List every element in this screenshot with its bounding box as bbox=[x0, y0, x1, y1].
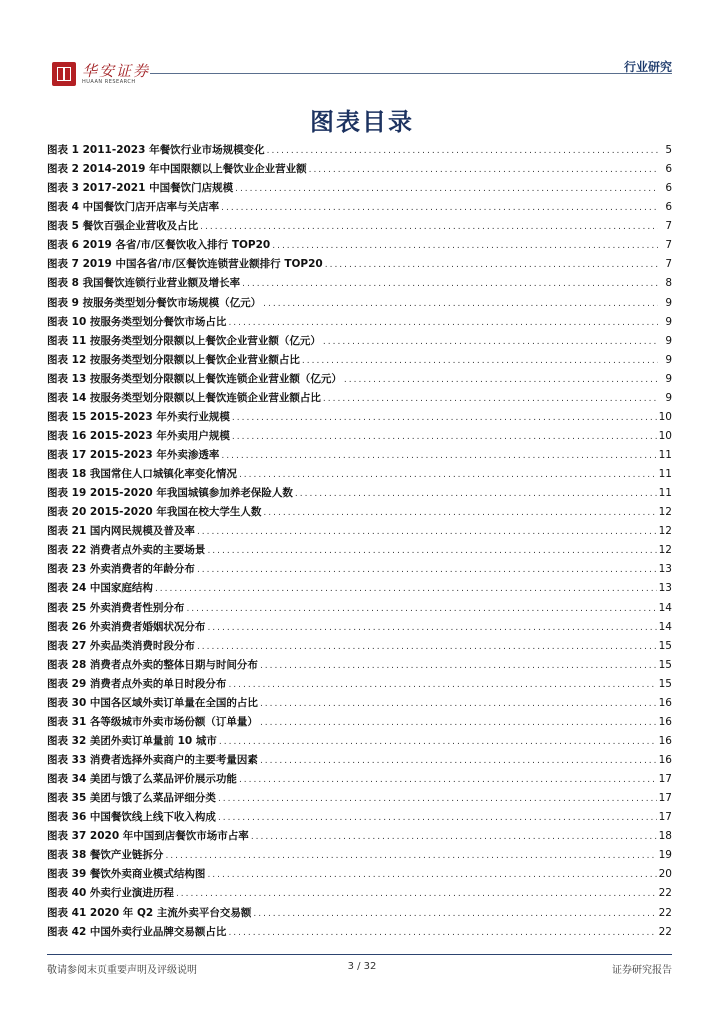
toc-entry-page: 14 bbox=[658, 620, 672, 633]
toc-entry-page: 16 bbox=[658, 754, 672, 766]
footer-divider bbox=[47, 954, 672, 955]
toc-leader-dots bbox=[221, 199, 658, 218]
toc-entry-label: 图表 15 2015-2023 年外卖行业规模 bbox=[47, 410, 230, 423]
toc-leader-dots bbox=[242, 275, 658, 294]
toc-entry-page: 13 bbox=[658, 582, 672, 595]
toc-entry-page: 16 bbox=[658, 715, 672, 728]
toc-leader-dots bbox=[235, 180, 658, 199]
toc-entry[interactable] bbox=[47, 751, 672, 770]
toc-entry-page: 13 bbox=[658, 563, 672, 576]
toc-entry-label: 图表 39 餐饮外卖商业模式结构图 bbox=[47, 868, 206, 881]
toc-leader-dots bbox=[219, 733, 657, 752]
toc-entry[interactable] bbox=[47, 313, 672, 332]
toc-entry-label: 图表 23 外卖消费者的年龄分布 bbox=[47, 563, 195, 576]
toc-entry[interactable] bbox=[47, 179, 672, 198]
toc-leader-dots bbox=[253, 905, 656, 924]
toc-entry-page: 9 bbox=[665, 353, 672, 366]
toc-entry-label: 图表 12 按服务类型划分限额以上餐饮企业营业额占比 bbox=[47, 353, 300, 366]
toc-entry-page: 7 bbox=[665, 239, 672, 252]
toc-entry[interactable] bbox=[47, 408, 672, 427]
toc-leader-dots bbox=[218, 809, 657, 828]
toc-entry-page: 9 bbox=[665, 391, 672, 404]
toc-entry[interactable] bbox=[47, 846, 672, 865]
toc-entry-label: 图表 8 我国餐饮连锁行业营业额及增长率 bbox=[47, 277, 241, 290]
toc-entry-label: 图表 20 2015-2020 年我国在校大学生人数 bbox=[47, 506, 262, 519]
toc-entry-page: 7 bbox=[665, 258, 672, 271]
toc-entry-page: 22 bbox=[658, 887, 672, 900]
toc-entry[interactable] bbox=[47, 865, 672, 884]
toc-leader-dots bbox=[207, 619, 656, 638]
toc-entry[interactable] bbox=[47, 637, 672, 656]
toc-entry-page: 17 bbox=[658, 792, 672, 805]
toc-entry[interactable] bbox=[47, 255, 672, 274]
toc-entry-page: 18 bbox=[658, 830, 672, 843]
toc-leader-dots bbox=[260, 657, 657, 676]
toc-entry-page: 19 bbox=[658, 849, 672, 862]
toc-entry[interactable] bbox=[47, 808, 672, 827]
toc-entry-page: 15 bbox=[658, 677, 672, 690]
toc-entry-page: 6 bbox=[665, 163, 672, 176]
toc-entry-label: 图表 30 中国各区域外卖订单量在全国的占比 bbox=[47, 696, 258, 709]
toc-entry-page: 17 bbox=[658, 773, 672, 786]
toc-entry[interactable] bbox=[47, 160, 672, 179]
toc-leader-dots bbox=[200, 218, 658, 237]
toc-entry-label: 图表 14 按服务类型划分限额以上餐饮连锁企业营业额占比 bbox=[47, 391, 321, 404]
toc-entry-page: 22 bbox=[658, 925, 672, 938]
toc-leader-dots bbox=[221, 447, 656, 466]
toc-entry-page: 9 bbox=[665, 334, 672, 347]
toc-entry-label: 图表 36 中国餐饮线上线下收入构成 bbox=[47, 811, 216, 824]
toc-entry[interactable] bbox=[47, 884, 672, 903]
toc-entry-page: 15 bbox=[658, 639, 672, 652]
toc-entry-page: 22 bbox=[658, 906, 672, 919]
toc-entry-page: 12 bbox=[658, 544, 672, 557]
toc-entry-label: 图表 42 中国外卖行业品牌交易额占比 bbox=[47, 925, 227, 938]
toc-entry[interactable] bbox=[47, 351, 672, 370]
toc-entry[interactable] bbox=[47, 656, 672, 675]
brand-subtitle: HUAAN RESEARCH bbox=[82, 79, 136, 85]
toc-entry-page: 12 bbox=[658, 525, 672, 538]
toc-entry[interactable] bbox=[47, 827, 672, 846]
toc-leader-dots bbox=[302, 352, 658, 371]
huaan-logo-icon bbox=[52, 62, 76, 86]
toc-entry-label: 图表 33 消费者选择外卖商户的主要考量因素 bbox=[47, 754, 258, 766]
toc-entry-label: 图表 5 餐饮百强企业营收及占比 bbox=[47, 220, 199, 233]
toc-entry[interactable] bbox=[47, 141, 672, 160]
toc-entry-label: 图表 22 消费者点外卖的主要场景 bbox=[47, 544, 206, 557]
toc-entry[interactable] bbox=[47, 789, 672, 808]
toc-entry[interactable] bbox=[47, 541, 672, 560]
toc-entry-label: 图表 19 2015-2020 年我国城镇参加养老保险人数 bbox=[47, 487, 293, 500]
toc-entry-page: 7 bbox=[665, 220, 672, 233]
toc-entry-label: 图表 28 消费者点外卖的整体日期与时间分布 bbox=[47, 658, 258, 671]
toc-entry-page: 9 bbox=[665, 372, 672, 385]
toc-leader-dots bbox=[232, 428, 657, 447]
page-number: 3 / 32 bbox=[347, 961, 377, 972]
toc-leader-dots bbox=[155, 580, 657, 599]
toc-entry-label: 图表 24 中国家庭结构 bbox=[47, 582, 153, 595]
toc-entry[interactable] bbox=[47, 370, 672, 389]
page-header bbox=[0, 0, 724, 90]
toc-leader-dots bbox=[239, 466, 657, 485]
toc-entry[interactable] bbox=[47, 923, 672, 942]
toc-leader-dots bbox=[232, 409, 657, 428]
toc-leader-dots bbox=[207, 542, 656, 561]
page-title: 图表目录 bbox=[310, 108, 414, 136]
report-type: 证券研究报告 bbox=[612, 965, 672, 976]
toc-entry-page: 9 bbox=[665, 315, 672, 328]
toc-leader-dots bbox=[267, 142, 658, 161]
toc-leader-dots bbox=[325, 256, 658, 275]
toc-entry-label: 图表 21 国内网民规模及普及率 bbox=[47, 525, 195, 538]
toc-entry-page: 5 bbox=[665, 144, 672, 156]
toc-entry[interactable] bbox=[47, 599, 672, 618]
toc-leader-dots bbox=[165, 847, 656, 866]
toc-entry-page: 12 bbox=[658, 506, 672, 519]
toc-entry-label: 图表 11 按服务类型划分限额以上餐饮企业营业额（亿元） bbox=[47, 334, 321, 347]
toc-entry-label: 图表 18 我国常住人口城镇化率变化情况 bbox=[47, 468, 237, 481]
toc-entry-label: 图表 29 消费者点外卖的单日时段分布 bbox=[47, 677, 227, 690]
toc-entry-page: 14 bbox=[658, 601, 672, 614]
toc-entry-page: 15 bbox=[658, 658, 672, 671]
toc-leader-dots bbox=[251, 828, 657, 847]
toc-entry[interactable] bbox=[47, 694, 672, 713]
toc-entry[interactable] bbox=[47, 579, 672, 598]
toc-entry-page: 10 bbox=[658, 429, 672, 442]
toc-entry[interactable] bbox=[47, 332, 672, 351]
toc-entry-label: 图表 7 2019 中国各省/市/区餐饮连锁营业额排行 TOP20 bbox=[47, 258, 323, 271]
toc-entry[interactable] bbox=[47, 465, 672, 484]
toc-leader-dots bbox=[263, 295, 658, 314]
toc-leader-dots bbox=[176, 885, 657, 904]
toc-leader-dots bbox=[207, 866, 656, 885]
toc-entry-page: 11 bbox=[658, 468, 672, 481]
toc-entry-label: 图表 32 美团外卖订单量前 10 城市 bbox=[47, 734, 217, 747]
toc-entry-label: 图表 25 外卖消费者性别分布 bbox=[47, 601, 185, 614]
toc-leader-dots bbox=[260, 695, 657, 714]
toc-leader-dots bbox=[197, 638, 657, 657]
toc-entry-label: 图表 17 2015-2023 年外卖渗透率 bbox=[47, 449, 220, 461]
toc-entry-label: 图表 1 2011-2023 年餐饮行业市场规模变化 bbox=[47, 144, 265, 156]
toc-entry[interactable] bbox=[47, 484, 672, 503]
toc-entry-label: 图表 13 按服务类型划分限额以上餐饮连锁企业营业额（亿元） bbox=[47, 372, 342, 385]
table-of-figures bbox=[47, 141, 672, 942]
toc-entry[interactable] bbox=[47, 618, 672, 637]
toc-entry[interactable] bbox=[47, 904, 672, 923]
toc-entry-label: 图表 9 按服务类型划分餐饮市场规模（亿元） bbox=[47, 296, 262, 309]
toc-leader-dots bbox=[260, 714, 657, 733]
toc-entry-page: 8 bbox=[665, 277, 672, 290]
section-tag: 行业研究 bbox=[623, 60, 672, 74]
toc-entry[interactable] bbox=[47, 770, 672, 789]
toc-entry[interactable] bbox=[47, 198, 672, 217]
toc-entry-label: 图表 35 美团与饿了么菜品评细分类 bbox=[47, 792, 216, 805]
toc-leader-dots bbox=[323, 390, 658, 409]
toc-entry-label: 图表 34 美团与饿了么菜品评价展示功能 bbox=[47, 773, 237, 786]
toc-entry-label: 图表 38 餐饮产业链拆分 bbox=[47, 849, 164, 862]
toc-entry[interactable] bbox=[47, 675, 672, 694]
toc-entry-page: 16 bbox=[658, 696, 672, 709]
toc-entry-label: 图表 3 2017-2021 中国餐饮门店规模 bbox=[47, 182, 234, 195]
toc-entry-label: 图表 27 外卖品类消费时段分布 bbox=[47, 639, 195, 652]
toc-entry[interactable] bbox=[47, 236, 672, 255]
toc-entry[interactable] bbox=[47, 446, 672, 465]
toc-entry-page: 17 bbox=[658, 811, 672, 824]
toc-leader-dots bbox=[295, 485, 657, 504]
toc-entry[interactable] bbox=[47, 389, 672, 408]
footer-disclaimer: 敬请参阅末页重要声明及评级说明 bbox=[47, 965, 197, 976]
toc-leader-dots bbox=[228, 314, 658, 333]
toc-entry[interactable] bbox=[47, 274, 672, 293]
toc-leader-dots bbox=[260, 752, 657, 771]
toc-entry-page: 6 bbox=[665, 201, 672, 214]
toc-entry[interactable] bbox=[47, 732, 672, 751]
toc-entry-label: 图表 2 2014-2019 年中国限额以上餐饮业企业营业额 bbox=[47, 163, 307, 176]
toc-leader-dots bbox=[186, 600, 656, 619]
toc-leader-dots bbox=[272, 237, 658, 256]
toc-leader-dots bbox=[309, 161, 658, 180]
toc-entry-label: 图表 16 2015-2023 年外卖用户规模 bbox=[47, 429, 230, 442]
toc-entry-label: 图表 40 外卖行业演进历程 bbox=[47, 887, 174, 900]
toc-entry[interactable] bbox=[47, 713, 672, 732]
toc-entry-label: 图表 4 中国餐饮门店开店率与关店率 bbox=[47, 201, 220, 214]
toc-leader-dots bbox=[228, 924, 656, 943]
toc-entry-label: 图表 6 2019 各省/市/区餐饮收入排行 TOP20 bbox=[47, 239, 271, 252]
toc-entry[interactable] bbox=[47, 522, 672, 541]
toc-entry[interactable] bbox=[47, 560, 672, 579]
toc-entry-page: 11 bbox=[658, 487, 672, 500]
toc-entry-page: 6 bbox=[665, 182, 672, 195]
toc-entry-page: 9 bbox=[665, 296, 672, 309]
toc-entry-page: 20 bbox=[658, 868, 672, 881]
toc-entry[interactable] bbox=[47, 503, 672, 522]
toc-entry-page: 16 bbox=[658, 734, 672, 747]
header-divider bbox=[150, 73, 672, 74]
toc-leader-dots bbox=[228, 676, 656, 695]
toc-leader-dots bbox=[263, 504, 656, 523]
toc-leader-dots bbox=[239, 771, 657, 790]
toc-entry[interactable] bbox=[47, 427, 672, 446]
toc-entry-label: 图表 41 2020 年 Q2 主流外卖平台交易额 bbox=[47, 906, 252, 919]
toc-entry-label: 图表 26 外卖消费者婚姻状况分布 bbox=[47, 620, 206, 633]
toc-entry-label: 图表 10 按服务类型划分餐饮市场占比 bbox=[47, 315, 227, 328]
toc-leader-dots bbox=[323, 333, 658, 352]
toc-leader-dots bbox=[218, 790, 657, 809]
toc-entry[interactable] bbox=[47, 217, 672, 236]
toc-entry-page: 10 bbox=[658, 410, 672, 423]
toc-leader-dots bbox=[197, 561, 657, 580]
toc-entry[interactable] bbox=[47, 294, 672, 313]
toc-entry-label: 图表 31 各等级城市外卖市场份额（订单量） bbox=[47, 715, 258, 728]
toc-entry-page: 11 bbox=[658, 449, 672, 461]
toc-entry-label: 图表 37 2020 年中国到店餐饮市场市占率 bbox=[47, 830, 249, 843]
brand-name: 华安证券 bbox=[82, 62, 151, 80]
toc-leader-dots bbox=[344, 371, 658, 390]
toc-leader-dots bbox=[197, 523, 657, 542]
